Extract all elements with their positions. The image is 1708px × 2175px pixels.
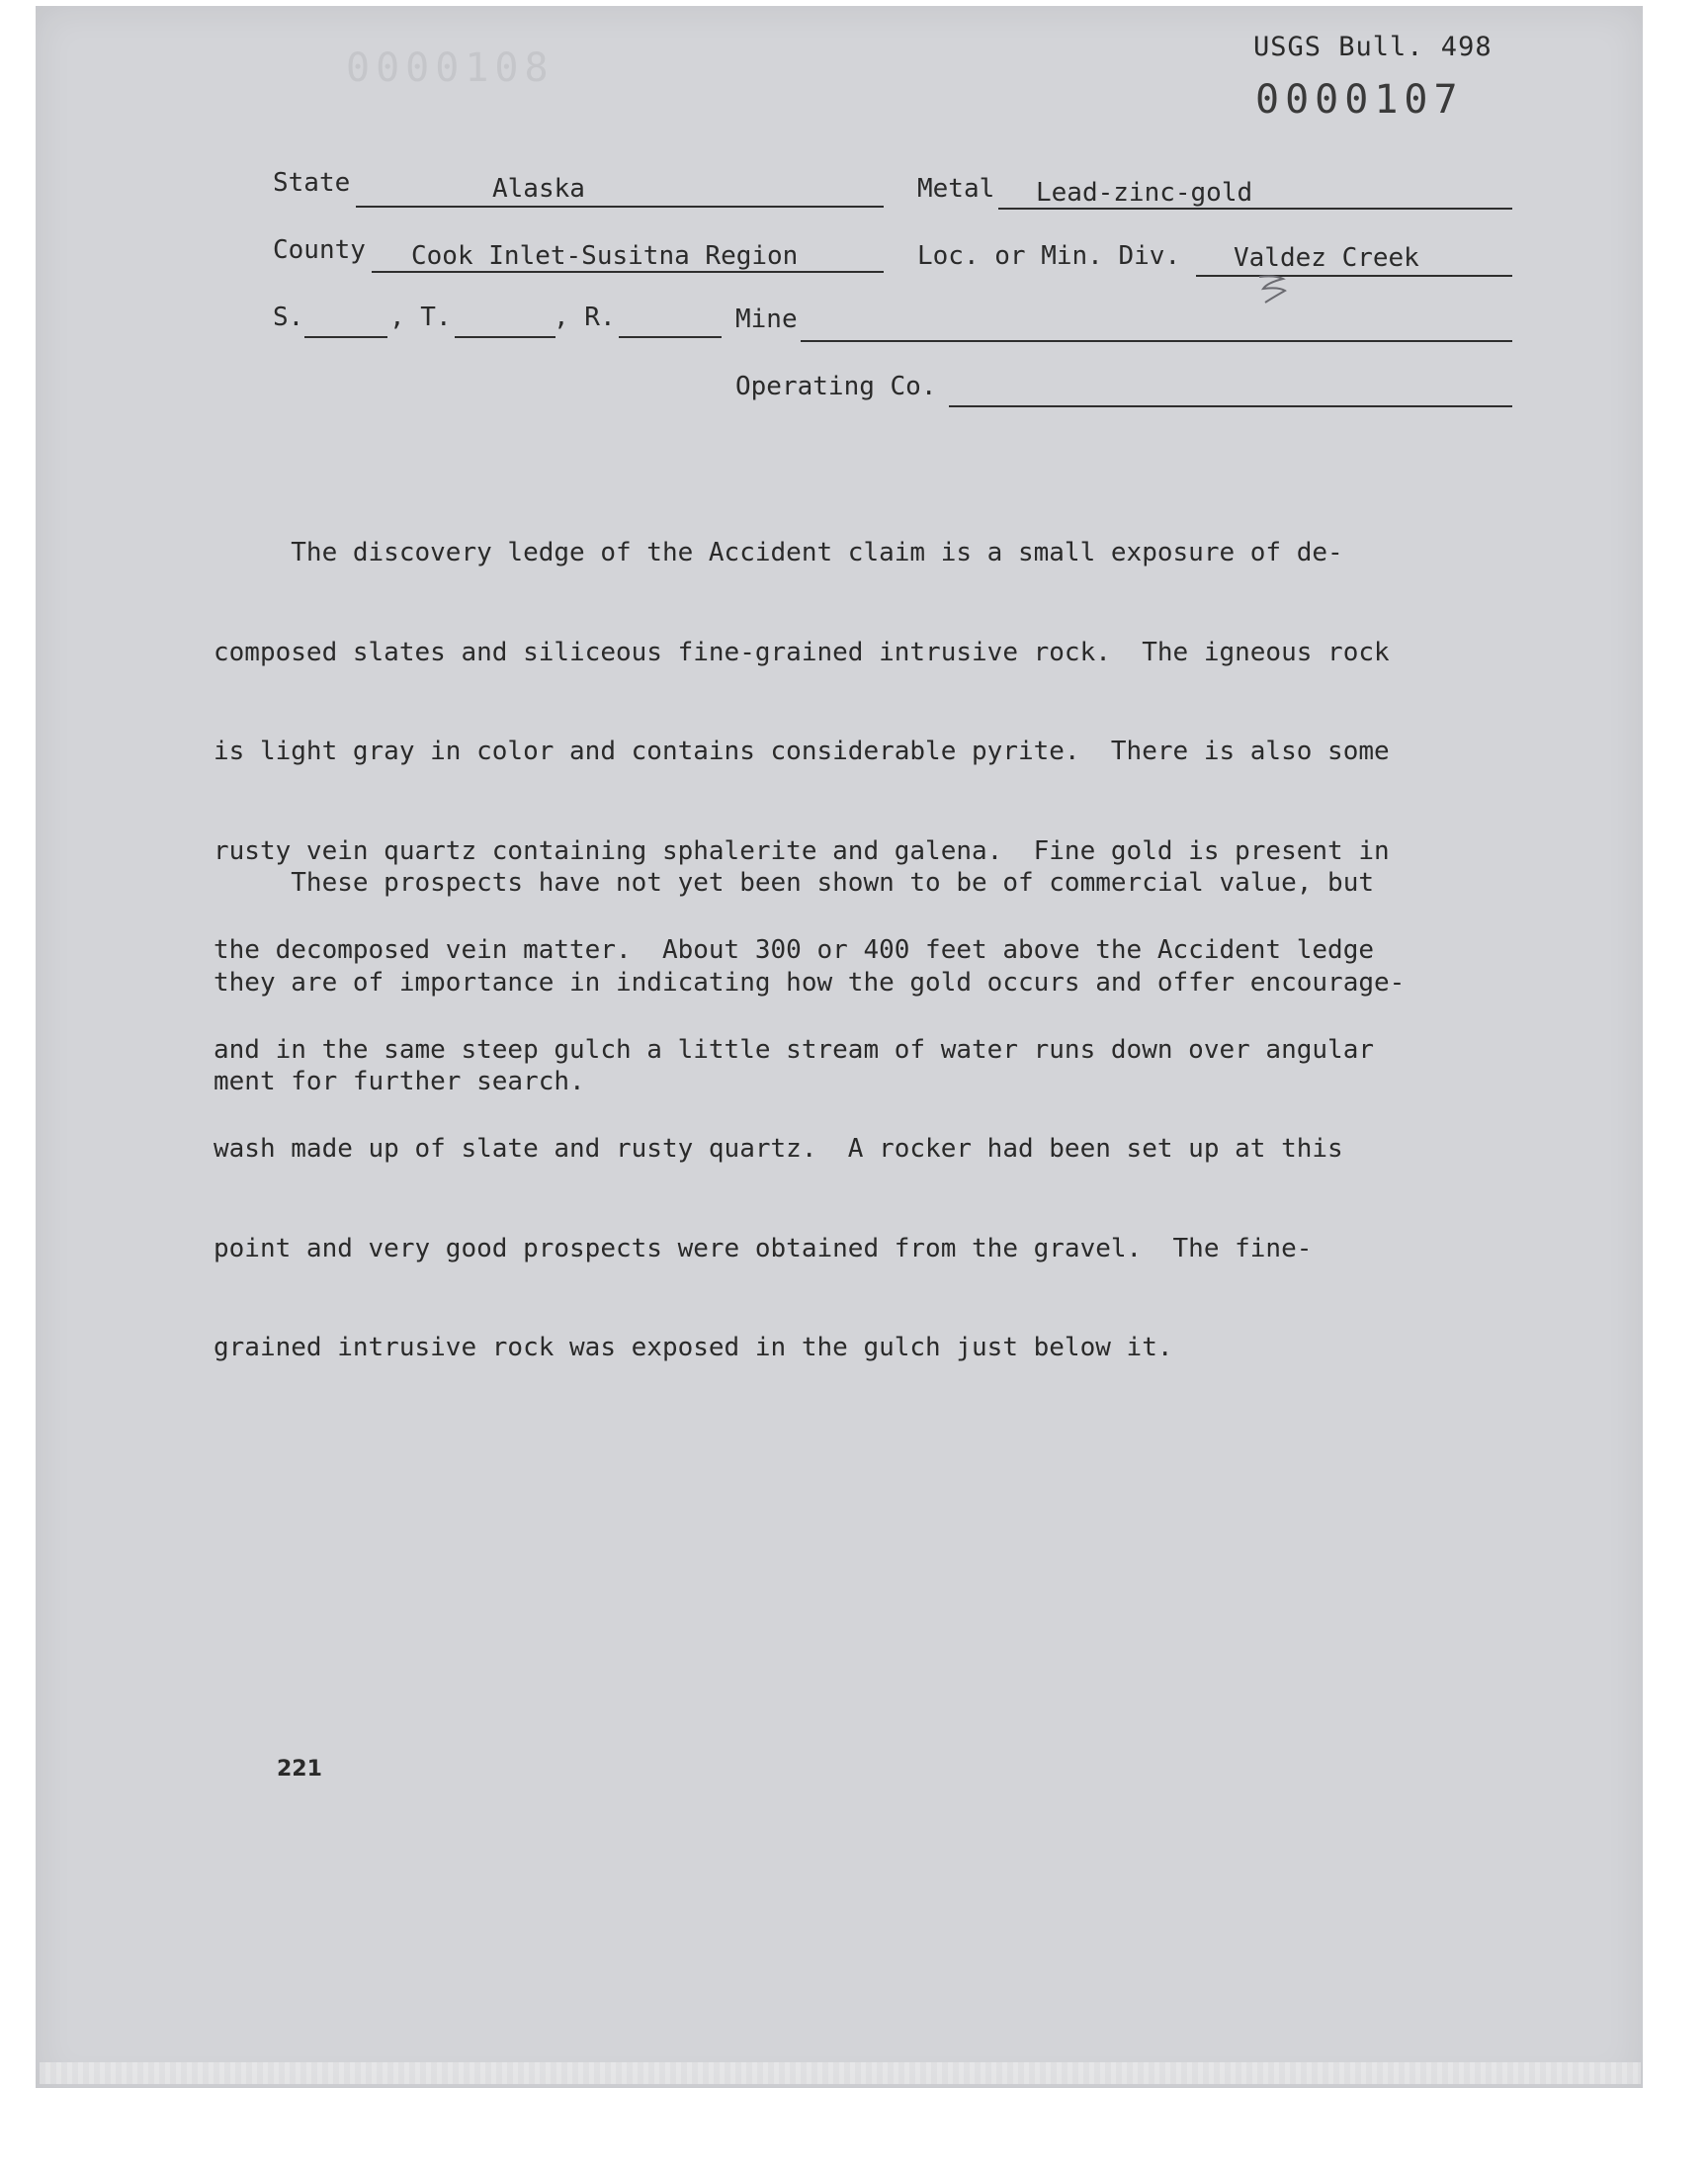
loc-value: Valdez Creek xyxy=(1234,243,1419,273)
text-line: grained intrusive rock was exposed in the gulch just below it. xyxy=(214,1333,1173,1362)
section-label: S. xyxy=(273,303,304,332)
county-underline xyxy=(372,271,884,273)
text-line: the decomposed vein matter. About 300 or 400 feet above the Accident ledge xyxy=(214,935,1374,965)
state-label: State xyxy=(273,168,351,198)
page-number: 221 xyxy=(277,1757,322,1782)
scan-edge xyxy=(40,2062,1641,2084)
text-line: wash made up of slate and rusty quartz. A rocker had been set up at this xyxy=(214,1134,1343,1164)
text-line: and in the same steep gulch a little stream of water runs down over angular xyxy=(214,1034,1374,1065)
mine-label: Mine xyxy=(735,304,798,334)
state-value: Alaska xyxy=(492,174,585,204)
county-label: County xyxy=(273,235,366,265)
section-underline xyxy=(304,336,387,338)
loc-underline xyxy=(1196,275,1512,277)
township-label: , T. xyxy=(389,303,452,332)
metal-value: Lead-zinc-gold xyxy=(1036,178,1253,208)
range-underline xyxy=(619,336,722,338)
ghost-document-number: 0000108 xyxy=(346,45,555,91)
metal-label: Metal xyxy=(917,174,995,204)
operating-co-label: Operating Co. xyxy=(735,372,937,401)
county-value: Cook Inlet-Susitna Region xyxy=(411,241,799,271)
loc-label: Loc. or Min. Div. xyxy=(917,241,1181,271)
description-paragraph-2 xyxy=(214,801,1498,1132)
metal-underline xyxy=(998,208,1512,210)
text-line: These prospects have not yet been shown to be of commercial value, but xyxy=(214,868,1374,898)
bulletin-reference: USGS Bull. 498 xyxy=(1253,32,1493,62)
text-line: composed slates and siliceous fine-grained intrusive rock. The igneous rock xyxy=(214,637,1390,667)
document-number: 0000107 xyxy=(1255,77,1464,123)
text-line: they are of importance in indicating how the gold occurs and offer encourage- xyxy=(214,967,1406,998)
text-line: is light gray in color and contains considerable pyrite. There is also some xyxy=(214,737,1390,766)
pencil-mark-icon xyxy=(1253,273,1293,306)
text-line: rusty vein quartz containing sphalerite and galena. Fine gold is present in xyxy=(214,835,1390,866)
text-line: ment for further search. xyxy=(214,1067,585,1096)
state-underline xyxy=(356,206,884,208)
range-label: , R. xyxy=(554,303,616,332)
township-underline xyxy=(455,336,555,338)
text-line: The discovery ledge of the Accident claim is a small exposure of de- xyxy=(214,538,1343,567)
operating-co-underline xyxy=(949,405,1512,407)
mine-underline xyxy=(801,340,1512,342)
text-line: point and very good prospects were obtained from the gravel. The fine- xyxy=(214,1233,1313,1263)
